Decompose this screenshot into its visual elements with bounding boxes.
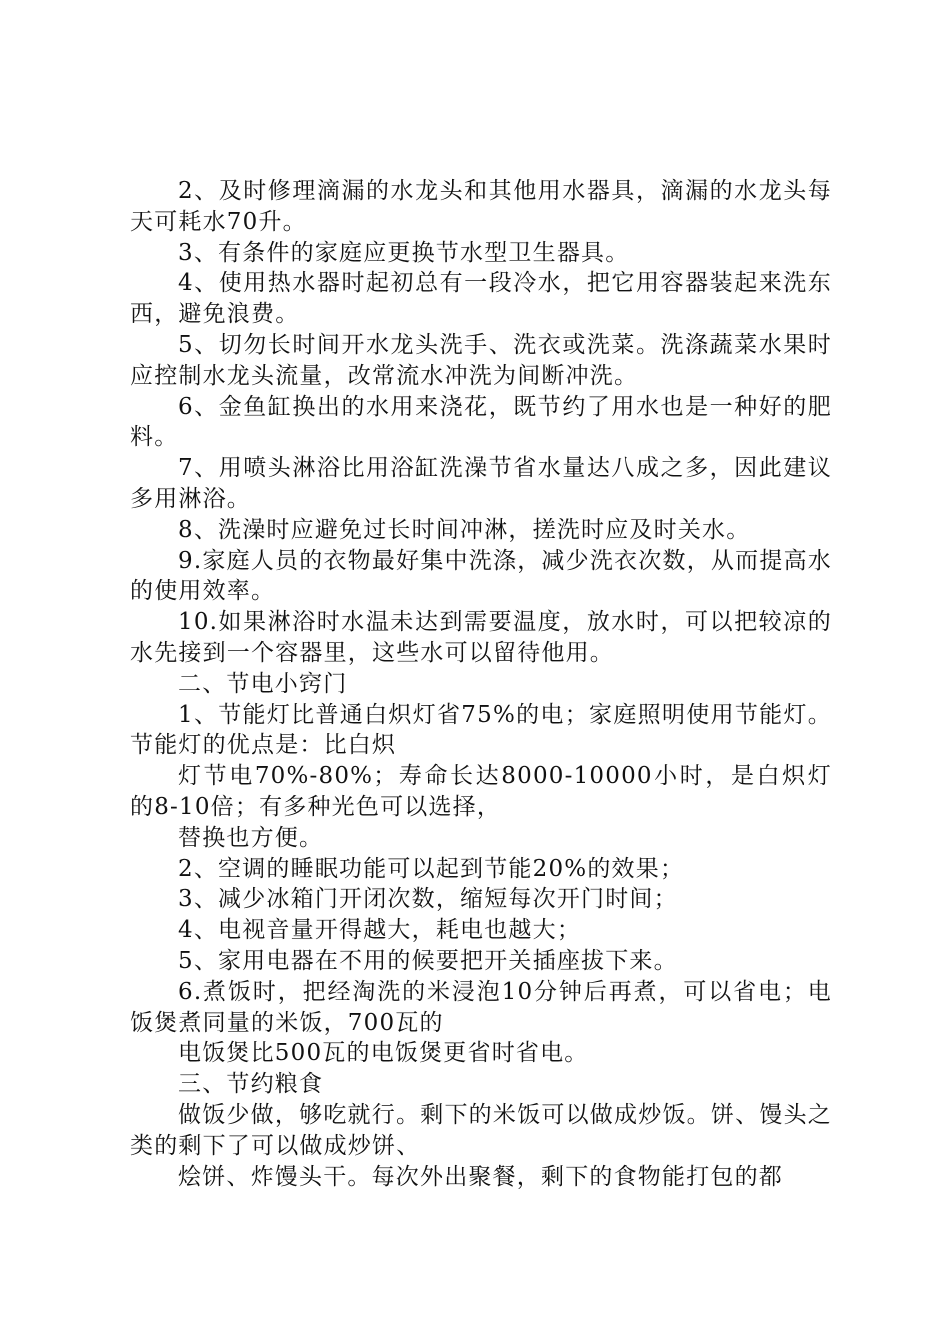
document-body (130, 176, 832, 1192)
paragraph-water-4: 4、使用热水器时起初总有一段冷水，把它用容器装起来洗东西，避免浪费。 (130, 270, 832, 328)
paragraph-food-1a: 做饭少做，够吃就行。剩下的米饭可以做成炒饭。饼、馒头之类的剩下了可以做成炒饼、 (130, 1101, 832, 1159)
paragraph-water-8: 8、洗澡时应避免过长时间冲淋，搓洗时应及时关水。 (178, 516, 751, 543)
paragraph-water-2: 2、及时修理滴漏的水龙头和其他用水器具，滴漏的水龙头每天可耗水70升。 (130, 178, 832, 235)
paragraph-water-7: 7、用喷头淋浴比用浴缸洗澡节省水量达八成之多，因此建议多用淋浴。 (130, 455, 832, 512)
paragraph-electricity-6a: 6.煮饭时，把经淘洗的米浸泡10分钟后再煮，可以省电；电饭煲煮同量的米饭，700瓦的 (130, 978, 832, 1036)
paragraph-electricity-1a: 1、节能灯比普通白炽灯省75%的电；家庭照明使用节能灯。节能灯的优点是：比白炽 (130, 701, 832, 759)
paragraph-water-3: 3、有条件的家庭应更换节水型卫生器具。 (178, 239, 630, 266)
paragraph-electricity-1c: 替换也方便。 (178, 824, 324, 851)
paragraph-electricity-1b: 灯节电70%-80%；寿命长达8000-10000小时，是白炽灯的8-10倍；有多种光色可以选择， (130, 763, 832, 820)
paragraph-electricity-2: 2、空调的睡眠功能可以起到节能20%的效果； (178, 855, 685, 882)
section-heading-electricity: 二、节电小窍门 (178, 670, 348, 697)
paragraph-water-9: 9.家庭人员的衣物最好集中洗涤，减少洗衣次数，从而提高水的使用效率。 (130, 547, 832, 605)
paragraph-water-10: 10.如果淋浴时水温未达到需要温度，放水时，可以把较凉的水先接到一个容器里，这些水可以留待他用。 (130, 609, 832, 666)
paragraph-water-5: 5、切勿长时间开水龙头洗手、洗衣或洗菜。洗涤蔬菜水果时应控制水龙头流量，改常流水冲洗为间断冲洗。 (130, 331, 832, 389)
paragraph-electricity-6b: 电饭煲比500瓦的电饭煲更省时省电。 (178, 1040, 589, 1067)
paragraph-water-6: 6、金鱼缸换出的水用来浇花，既节约了用水也是一种好的肥料。 (130, 393, 832, 451)
paragraph-electricity-3: 3、减少冰箱门开闭次数，缩短每次开门时间； (178, 886, 678, 913)
paragraph-electricity-5: 5、家用电器在不用的候要把开关插座拔下来。 (178, 947, 678, 974)
paragraph-electricity-4: 4、电视音量开得越大，耗电也越大； (178, 917, 582, 944)
section-heading-food: 三、节约粮食 (178, 1071, 324, 1098)
paragraph-food-1b: 烩饼、炸馒头干。每次外出聚餐，剩下的食物能打包的都 (178, 1163, 783, 1190)
